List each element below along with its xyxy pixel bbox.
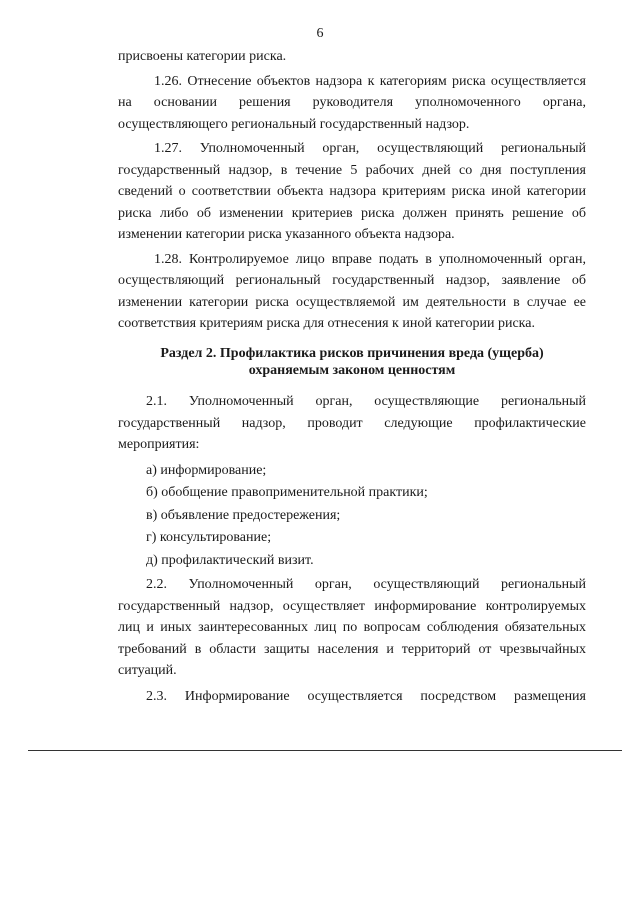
paragraph-2-1: 2.1. Уполномоченный орган, осуществляющие региональный государственный надзор, проводит следующие профилактические мероприятия:: [118, 394, 586, 452]
measures-list: [118, 460, 586, 573]
paragraph-continuation: присвоены категории риска.: [118, 49, 287, 64]
list-item: а) информирование;: [146, 462, 267, 478]
list-item: д) профилактический визит.: [146, 552, 314, 568]
section-heading: [118, 345, 586, 379]
paragraph-1-26: 1.26. Отнесение объектов надзора к категориям риска осуществляется на основании решения руководителя уполномоченного органа, осуществляющего региональный государственный надзор.: [118, 73, 586, 132]
list-item: б) обобщение правоприменительной практики;: [146, 485, 428, 500]
section-heading-line-1: Раздел 2. Профилактика рисков причинения вреда (ущерба): [160, 346, 544, 361]
paragraph-2-3: 2.3. Информирование осуществляется посредством размещения: [146, 688, 586, 704]
list-item: г) консультирование;: [146, 530, 272, 545]
paragraph-1-27: 1.27. Уполномоченный орган, осуществляющий региональный государственный надзор, в течение 5 рабочих дней со дня поступления сведений о соответствии объекта надзора критериям риска иной категории риска либо об изменении критериев риска должен принять решение об изменении категории риска указанного объекта надзора.: [118, 141, 586, 242]
section-heading-line-2: охраняемым законом ценностям: [248, 363, 456, 378]
page-divider-line: [28, 750, 622, 751]
list-item: в) объявление предостережения;: [146, 507, 341, 523]
paragraph-2-2: 2.2. Уполномоченный орган, осуществляющий региональный государственный надзор, осуществляет информирование контролируемых лиц и иных заинтересованных лиц по вопросам соблюдения обязательных требований в области защиты населения и территорий от чрезвычайных ситуаций.: [118, 577, 586, 678]
section-body: [118, 391, 586, 707]
page-number: 6: [316, 26, 324, 41]
top-paragraphs: [118, 46, 586, 335]
paragraph-1-28: 1.28. Контролируемое лицо вправе подать в уполномоченный орган, осуществляющий региональный государственный надзор, заявление об изменении категории риска осуществляемой им деятельности в случае ее соответствия критериям риска для отнесения к иной категории риска.: [118, 251, 586, 331]
